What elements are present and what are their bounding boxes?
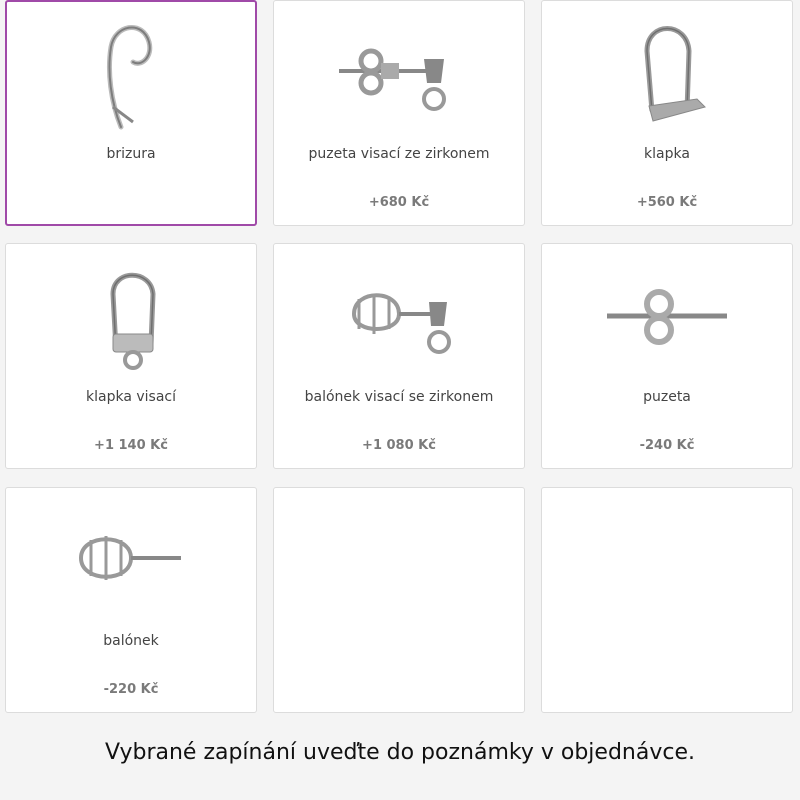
option-name: klapka <box>644 146 690 162</box>
option-name: klapka visací <box>86 389 176 405</box>
empty-card <box>273 487 525 713</box>
option-price: -220 Kč <box>103 682 159 697</box>
option-card-balloon-stud[interactable] <box>5 487 257 713</box>
option-name: brizura <box>106 146 156 162</box>
empty-card <box>541 487 793 713</box>
option-name: balónek visací se zirkonem <box>304 389 494 405</box>
balloon-stud-icon <box>6 498 256 618</box>
option-card-stud-butterfly[interactable] <box>541 243 793 469</box>
option-price: +560 Kč <box>636 195 698 210</box>
option-name: puzeta <box>643 389 691 405</box>
option-card-brizura[interactable] <box>5 0 257 226</box>
option-card-hanging-balloon-zircon[interactable] <box>273 243 525 469</box>
option-price: +680 Kč <box>368 195 430 210</box>
option-price: +1 140 Kč <box>94 438 168 453</box>
option-card-hanging-stud-zircon[interactable] <box>273 0 525 226</box>
leverback-icon <box>542 11 792 131</box>
french-hook-icon <box>7 12 255 132</box>
hanging-stud-zircon-icon <box>274 11 524 131</box>
option-card-leverback[interactable] <box>541 0 793 226</box>
stud-butterfly-icon <box>542 254 792 374</box>
option-name: puzeta visací ze zirkonem <box>308 146 490 162</box>
option-name: balónek <box>103 633 159 649</box>
order-note-instruction: Vybrané zapínání uveďte do poznámky v objednávce. <box>105 740 695 765</box>
option-price: +1 080 Kč <box>362 438 436 453</box>
hanging-leverback-icon <box>6 254 256 374</box>
hanging-balloon-zircon-icon <box>274 254 524 374</box>
option-card-hanging-leverback[interactable] <box>5 243 257 469</box>
option-price: -240 Kč <box>639 438 695 453</box>
